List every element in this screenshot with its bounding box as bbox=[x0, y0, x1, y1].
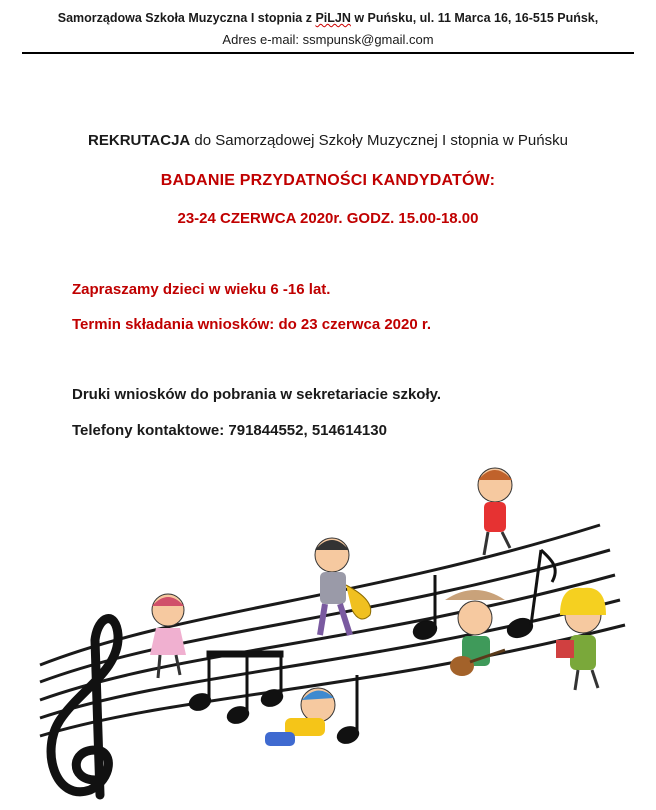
deadline-text: Termin składania wniosków: do 23 czerwca 2020 r. bbox=[72, 316, 432, 333]
invitation-text: Zapraszamy dzieci w wieku 6 -16 lat. bbox=[72, 281, 331, 298]
music-children-illustration bbox=[0, 450, 656, 810]
school-email: Adres e-mail: ssmpunsk@gmail.com bbox=[222, 32, 434, 47]
title-keyword: REKRUTACJA bbox=[88, 132, 191, 149]
letterhead bbox=[22, 8, 634, 50]
child-girl-top bbox=[478, 468, 512, 555]
school-abbreviation: PiLJN bbox=[315, 11, 351, 25]
treble-clef-icon bbox=[51, 619, 118, 795]
page-title bbox=[0, 132, 656, 149]
address-part-1: Samorządowa Szkoła Muzyczna I stopnia z bbox=[57, 11, 316, 25]
header-divider bbox=[22, 52, 634, 54]
address-part-2: w Puńsku, ul. 11 Marca 16, 16-515 Puńsk, bbox=[350, 11, 599, 25]
forms-info: Druki wniosków do pobrania w sekretariacie szkoły. bbox=[72, 386, 442, 403]
contact-phones: Telefony kontaktowe: 791844552, 514614130 bbox=[72, 422, 387, 439]
title-rest: do Samorządowej Szkoły Muzycznej I stopnia w Puńsku bbox=[190, 132, 568, 149]
assessment-heading: BADANIE PRZYDATNOŚCI KANDYDATÓW: bbox=[160, 172, 496, 189]
school-address bbox=[22, 8, 634, 29]
assessment-date: 23-24 CZERWCA 2020r. GODZ. 15.00-18.00 bbox=[177, 210, 479, 227]
child-guitar bbox=[445, 590, 505, 676]
